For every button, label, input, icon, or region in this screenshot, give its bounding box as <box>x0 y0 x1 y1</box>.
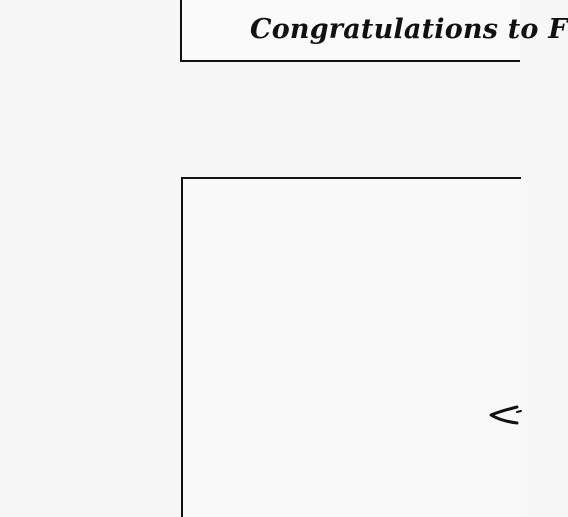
greeting-banner-frame <box>180 0 568 62</box>
main-content-frame <box>181 177 521 517</box>
greeting-text: Congratulations to F <box>250 14 568 45</box>
angle-bracket-mark <box>483 399 523 429</box>
